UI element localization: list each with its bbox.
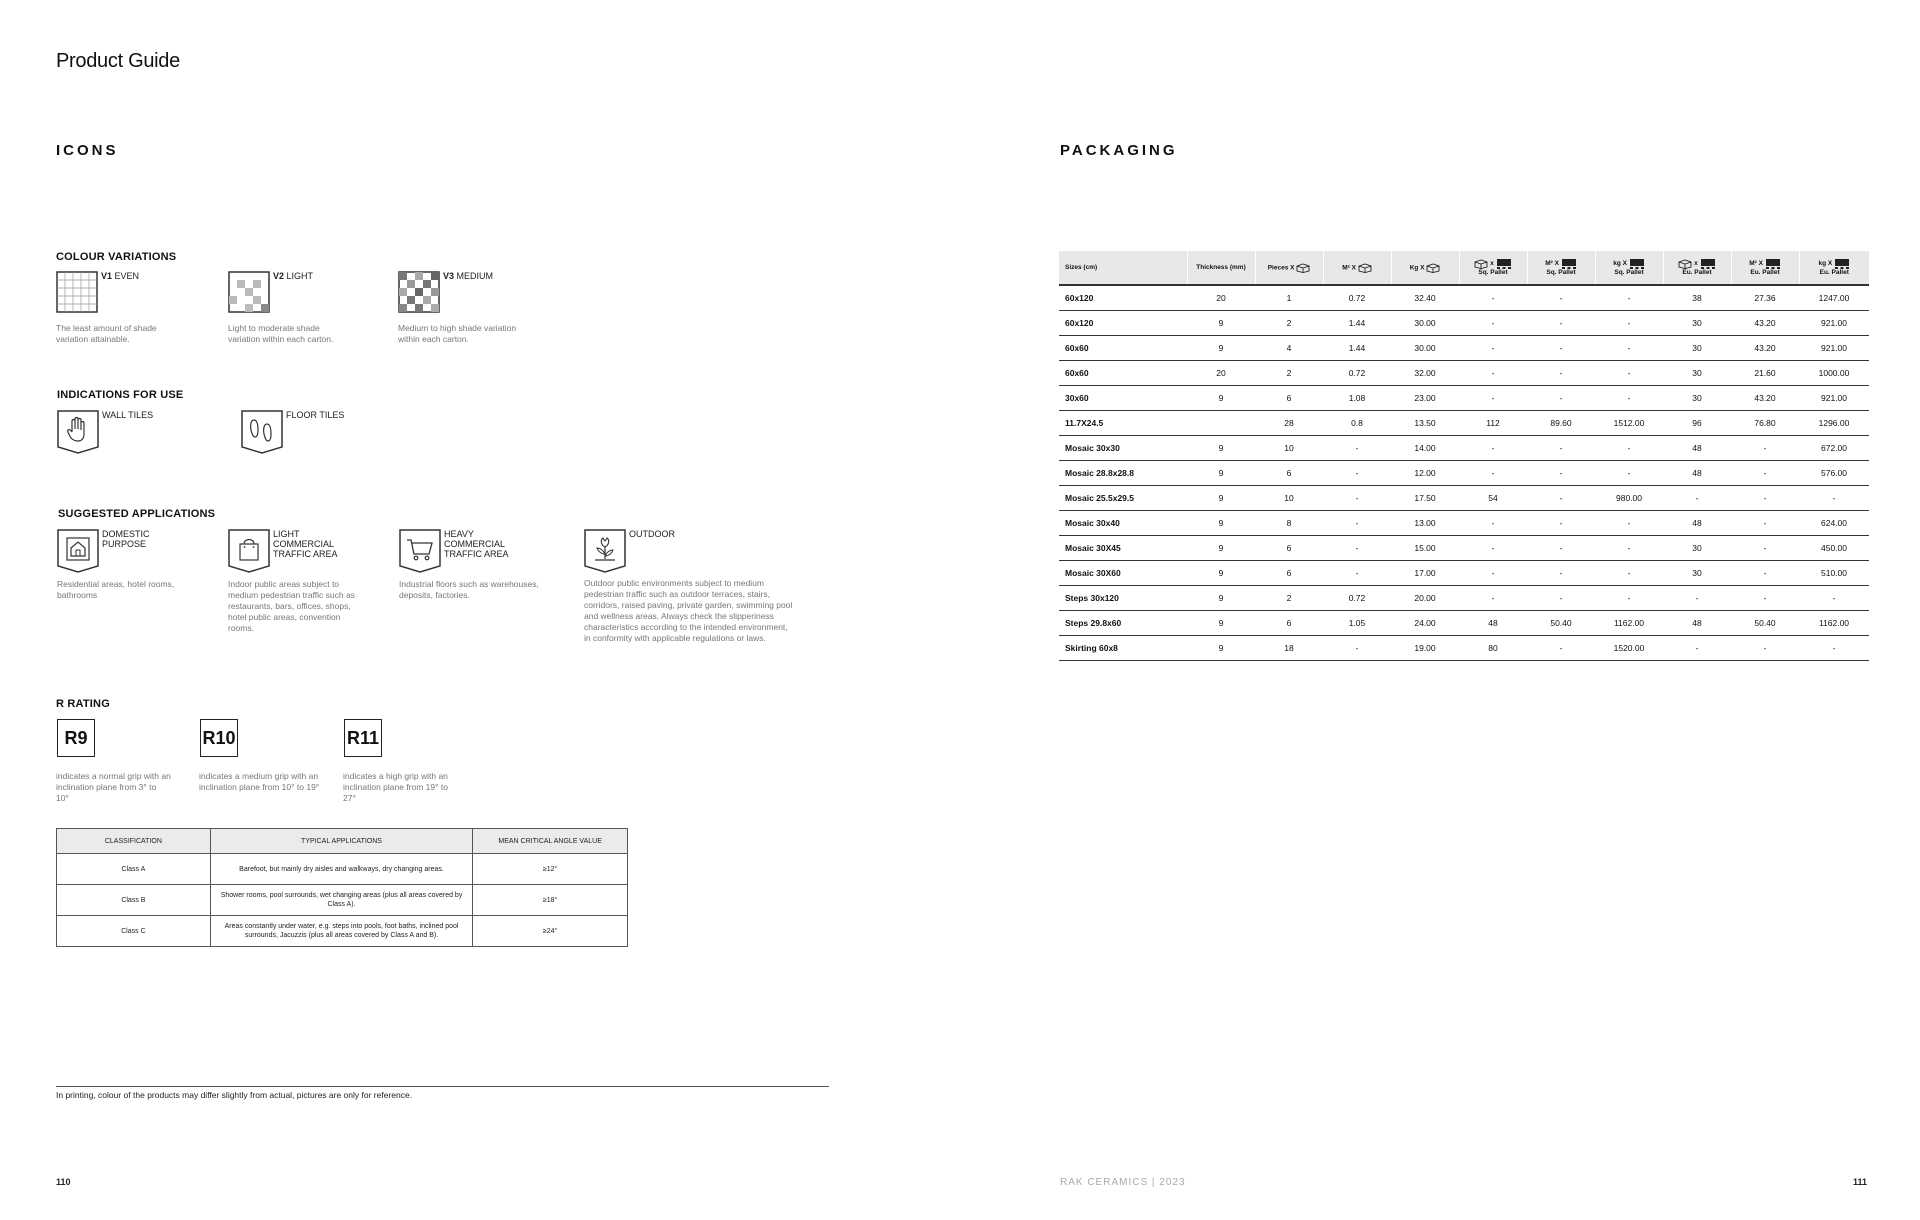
wall-tiles-label: WALL TILES xyxy=(102,410,154,420)
table-row xyxy=(1059,486,1869,511)
m2-cell: 0.72 xyxy=(1323,586,1391,611)
eu-m2-cell: 43.20 xyxy=(1731,336,1799,361)
r9-description: indicates a normal grip with an inclination plane from 3° to 10° xyxy=(56,771,171,803)
indications-title: INDICATIONS FOR USE xyxy=(57,389,184,401)
eu-boxes-cell: 96 xyxy=(1663,411,1731,436)
v3-description: Medium to high shade variation within each carton. xyxy=(398,323,517,344)
sq-kg-cell: - xyxy=(1595,461,1663,486)
eu-boxes-cell: 30 xyxy=(1663,386,1731,411)
thickness-cell: 20 xyxy=(1187,361,1255,386)
pallet-icon xyxy=(1496,258,1512,269)
sq-kg-cell: 1512.00 xyxy=(1595,411,1663,436)
sq-m2-cell: - xyxy=(1527,461,1595,486)
thickness-cell: 9 xyxy=(1187,611,1255,636)
domestic-label-1: DOMESTIC xyxy=(102,529,150,539)
thickness-cell: 9 xyxy=(1187,311,1255,336)
footprints-icon xyxy=(241,410,283,454)
light-commercial-label-1: LIGHT xyxy=(273,529,300,539)
eu-m2-cell: - xyxy=(1731,536,1799,561)
size-cell: 60x60 xyxy=(1059,361,1187,386)
sq-m2-cell: 50.40 xyxy=(1527,611,1595,636)
sq-kg-cell: - xyxy=(1595,386,1663,411)
kg-per-sq-pallet-header xyxy=(1595,251,1663,285)
eu-boxes-cell: - xyxy=(1663,486,1731,511)
sq-m2-cell: 89.60 xyxy=(1527,411,1595,436)
m2-cell: - xyxy=(1323,436,1391,461)
grid-light-icon xyxy=(228,271,270,313)
eu-kg-cell: 1000.00 xyxy=(1799,361,1869,386)
m2-cell: - xyxy=(1323,511,1391,536)
domestic-description: Residential areas, hotel rooms, bathrooms xyxy=(57,579,175,600)
sizes-header: Sizes (cm) xyxy=(1059,251,1187,285)
heavy-commercial-label-1: HEAVY xyxy=(444,529,474,539)
v3-name: MEDIUM xyxy=(456,271,494,281)
size-cell: 30x60 xyxy=(1059,386,1187,411)
pieces-cell: 28 xyxy=(1255,411,1323,436)
r9-badge: R9 xyxy=(57,719,95,757)
kg-cell: 30.00 xyxy=(1391,311,1459,336)
kg-cell: 32.00 xyxy=(1391,361,1459,386)
table-row xyxy=(57,885,628,916)
sq-boxes-cell: - xyxy=(1459,285,1527,311)
size-cell: Skirting 60x8 xyxy=(1059,636,1187,661)
sq-boxes-cell: - xyxy=(1459,361,1527,386)
m2-cell: - xyxy=(1323,461,1391,486)
brand-footer: RAK CERAMICS | 2023 xyxy=(1060,1177,1186,1188)
sq-kg-cell: 1162.00 xyxy=(1595,611,1663,636)
m2-cell: 0.72 xyxy=(1323,285,1391,311)
light-commercial-label-2: COMMERCIAL xyxy=(273,539,335,549)
eu-kg-cell: 1247.00 xyxy=(1799,285,1869,311)
class-cell: Class A xyxy=(57,854,211,885)
thickness-cell: 9 xyxy=(1187,561,1255,586)
grid-even-icon xyxy=(56,271,98,313)
size-cell: 60x60 xyxy=(1059,336,1187,361)
table-row xyxy=(1059,386,1869,411)
r11-description: indicates a high grip with an inclination plane from 19° to 27° xyxy=(343,771,448,803)
eu-kg-cell: 672.00 xyxy=(1799,436,1869,461)
m2-cell: 1.08 xyxy=(1323,386,1391,411)
pieces-cell: 4 xyxy=(1255,336,1323,361)
r-rating-r10 xyxy=(199,719,320,792)
m2-cell: - xyxy=(1323,486,1391,511)
kg-cell: 19.00 xyxy=(1391,636,1459,661)
eu-boxes-cell: 48 xyxy=(1663,611,1731,636)
eu-m2-cell: - xyxy=(1731,636,1799,661)
eu-kg-cell: 450.00 xyxy=(1799,536,1869,561)
box-outline-icon xyxy=(1474,259,1488,269)
page-number-left: 110 xyxy=(56,1177,71,1187)
shopping-bag-icon xyxy=(228,529,270,573)
r11-badge: R11 xyxy=(344,719,382,757)
pieces-cell: 2 xyxy=(1255,311,1323,336)
pieces-cell: 10 xyxy=(1255,436,1323,461)
eu-m2-cell: - xyxy=(1731,436,1799,461)
kg-per-eu-pallet-header xyxy=(1799,251,1869,285)
domestic-label-2: PURPOSE xyxy=(102,539,147,549)
v2-code: V2 xyxy=(273,271,285,281)
pieces-cell: 18 xyxy=(1255,636,1323,661)
pieces-cell: 8 xyxy=(1255,511,1323,536)
colour-variations-title: COLOUR VARIATIONS xyxy=(56,251,177,263)
sq-m2-cell: - xyxy=(1527,561,1595,586)
pallet-icon xyxy=(1629,258,1645,269)
sq-boxes-cell: - xyxy=(1459,511,1527,536)
classification-table xyxy=(56,828,628,947)
sq-boxes-cell: - xyxy=(1459,536,1527,561)
boxes-per-eu-pallet-header: x Eu. Pallet xyxy=(1663,251,1731,285)
box-outline-icon xyxy=(1678,259,1692,269)
thickness-cell: 9 xyxy=(1187,336,1255,361)
kg-cell: 32.40 xyxy=(1391,285,1459,311)
eu-boxes-cell: 30 xyxy=(1663,311,1731,336)
sq-kg-cell: 1520.00 xyxy=(1595,636,1663,661)
pieces-cell: 6 xyxy=(1255,561,1323,586)
eu-kg-cell: 921.00 xyxy=(1799,386,1869,411)
kg-cell: 17.00 xyxy=(1391,561,1459,586)
table-row xyxy=(1059,636,1869,661)
sq-boxes-cell: 80 xyxy=(1459,636,1527,661)
m2-per-eu-pallet-header xyxy=(1731,251,1799,285)
boxes-per-sq-pallet-header: x Sq. Pallet xyxy=(1459,251,1527,285)
box-outline-icon xyxy=(1426,263,1440,273)
thickness-cell xyxy=(1187,411,1255,436)
r-rating-title: R RATING xyxy=(56,698,110,710)
applications-title: SUGGESTED APPLICATIONS xyxy=(58,508,216,520)
thickness-cell: 9 xyxy=(1187,536,1255,561)
box-outline-icon xyxy=(1358,263,1372,273)
sq-pallet-label: Sq. Pallet xyxy=(1614,269,1644,276)
eu-kg-cell: 1162.00 xyxy=(1799,611,1869,636)
table-row xyxy=(57,916,628,947)
eu-boxes-cell: 48 xyxy=(1663,511,1731,536)
table-row xyxy=(1059,461,1869,486)
eu-m2-cell: - xyxy=(1731,486,1799,511)
eu-m2-cell: - xyxy=(1731,586,1799,611)
eu-kg-cell: - xyxy=(1799,586,1869,611)
icons-section-title: ICONS xyxy=(56,142,119,159)
table-row xyxy=(1059,411,1869,436)
m2-cell: - xyxy=(1323,561,1391,586)
pieces-cell: 6 xyxy=(1255,386,1323,411)
floor-tiles-label: FLOOR TILES xyxy=(286,410,345,420)
table-row xyxy=(1059,285,1869,311)
sq-kg-cell: 980.00 xyxy=(1595,486,1663,511)
m2-prefix: M² X xyxy=(1545,260,1559,268)
kg-prefix: kg X xyxy=(1613,260,1627,268)
m2-cell: 1.05 xyxy=(1323,611,1391,636)
thickness-cell: 9 xyxy=(1187,511,1255,536)
table-row xyxy=(1059,561,1869,586)
sq-m2-cell: - xyxy=(1527,361,1595,386)
table-row xyxy=(57,854,628,885)
angle-cell: ≥24° xyxy=(473,916,628,947)
sq-kg-cell: - xyxy=(1595,311,1663,336)
packaging-table xyxy=(1059,251,1869,661)
eu-m2-cell: 76.80 xyxy=(1731,411,1799,436)
heavy-commercial-label-3: TRAFFIC AREA xyxy=(444,549,509,559)
pieces-cell: 1 xyxy=(1255,285,1323,311)
eu-m2-cell: 21.60 xyxy=(1731,361,1799,386)
page-number-right: 111 xyxy=(1853,1177,1868,1187)
classification-header-row xyxy=(57,829,628,854)
sq-kg-cell: - xyxy=(1595,336,1663,361)
eu-boxes-cell: - xyxy=(1663,586,1731,611)
heavy-commercial-label-2: COMMERCIAL xyxy=(444,539,506,549)
sq-boxes-cell: - xyxy=(1459,386,1527,411)
sq-pallet-label: Sq. Pallet xyxy=(1546,269,1576,276)
thickness-cell: 20 xyxy=(1187,285,1255,311)
box-outline-icon xyxy=(1296,263,1310,273)
sq-m2-cell: - xyxy=(1527,636,1595,661)
size-cell: 60x120 xyxy=(1059,311,1187,336)
grid-medium-icon xyxy=(398,271,440,313)
applications-cell: Areas constantly under water, e.g. steps into pools, foot baths, inclined pool surrounds, Jacuzzis (plus all areas covered by Class A and B). xyxy=(210,916,473,947)
size-cell: Mosaic 25.5x29.5 xyxy=(1059,486,1187,511)
eu-pallet-label: Eu. Pallet xyxy=(1682,269,1712,276)
sq-m2-cell: - xyxy=(1527,311,1595,336)
thickness-cell: 9 xyxy=(1187,386,1255,411)
m2-cell: 0.72 xyxy=(1323,361,1391,386)
sq-kg-cell: - xyxy=(1595,436,1663,461)
sq-m2-cell: - xyxy=(1527,336,1595,361)
angle-cell: ≥18° xyxy=(473,885,628,916)
kg-cell: 17.50 xyxy=(1391,486,1459,511)
eu-boxes-cell: 30 xyxy=(1663,561,1731,586)
size-cell: Mosaic 28.8x28.8 xyxy=(1059,461,1187,486)
light-commercial-description: Indoor public areas subject to medium pedestrian traffic such as restaurants, bars, offices, shops, hotel public areas, convention rooms. xyxy=(228,579,355,633)
v2-name: LIGHT xyxy=(286,271,314,281)
eu-boxes-cell: 30 xyxy=(1663,361,1731,386)
outdoor-description: Outdoor public environments subject to medium pedestrian traffic such as outdoor terraces, stairs, corridors, raised paving, private garden, swimming pool and wellness areas. Always check the slipperiness characteristics according to the intended environment, in conformity with applicable regulations or laws. xyxy=(584,578,793,643)
house-icon xyxy=(57,529,99,573)
class-cell: Class C xyxy=(57,916,211,947)
kg-cell: 24.00 xyxy=(1391,611,1459,636)
kg-cell: 23.00 xyxy=(1391,386,1459,411)
eu-boxes-cell: 30 xyxy=(1663,536,1731,561)
v2-description: Light to moderate shade variation within each carton. xyxy=(228,323,334,344)
eu-m2-cell: 43.20 xyxy=(1731,311,1799,336)
pieces-cell: 2 xyxy=(1255,586,1323,611)
eu-boxes-cell: 48 xyxy=(1663,436,1731,461)
page-title: Product Guide xyxy=(56,50,180,72)
eu-m2-cell: 27.36 xyxy=(1731,285,1799,311)
size-cell: Mosaic 30X60 xyxy=(1059,561,1187,586)
size-cell: Mosaic 30X45 xyxy=(1059,536,1187,561)
kg-cell: 14.00 xyxy=(1391,436,1459,461)
thickness-cell: 9 xyxy=(1187,486,1255,511)
table-row xyxy=(1059,336,1869,361)
thickness-cell: 9 xyxy=(1187,636,1255,661)
heavy-commercial-description: Industrial floors such as warehouses, deposits, factories. xyxy=(399,579,539,600)
applications-cell: Barefoot, but mainly dry aisles and walkways, dry changing areas. xyxy=(210,854,473,885)
packaging-section-title: PACKAGING xyxy=(1060,142,1178,159)
v1-description: The least amount of shade variation attainable. xyxy=(56,323,157,344)
kg-cell: 20.00 xyxy=(1391,586,1459,611)
packaging-table-body xyxy=(1059,285,1869,661)
eu-kg-cell: 921.00 xyxy=(1799,336,1869,361)
m2-cell: - xyxy=(1323,636,1391,661)
class-cell: Class B xyxy=(57,885,211,916)
eu-m2-cell: 43.20 xyxy=(1731,386,1799,411)
eu-kg-cell: 921.00 xyxy=(1799,311,1869,336)
table-row xyxy=(1059,536,1869,561)
thickness-header: Thickness (mm) xyxy=(1187,251,1255,285)
eu-m2-cell: - xyxy=(1731,561,1799,586)
eu-kg-cell: 624.00 xyxy=(1799,511,1869,536)
flower-icon xyxy=(584,529,626,573)
r-rating-r11 xyxy=(343,719,448,803)
sq-boxes-cell: - xyxy=(1459,561,1527,586)
sq-boxes-cell: 112 xyxy=(1459,411,1527,436)
sq-m2-cell: - xyxy=(1527,536,1595,561)
sq-m2-cell: - xyxy=(1527,436,1595,461)
eu-pallet-label: Eu. Pallet xyxy=(1819,269,1849,276)
m2-cell: 1.44 xyxy=(1323,311,1391,336)
kg-per-box-header xyxy=(1391,251,1459,285)
eu-kg-cell: 510.00 xyxy=(1799,561,1869,586)
r-rating-r9 xyxy=(56,719,171,803)
sq-kg-cell: - xyxy=(1595,586,1663,611)
sq-boxes-cell: - xyxy=(1459,311,1527,336)
v1-name: EVEN xyxy=(114,271,140,281)
pieces-cell: 2 xyxy=(1255,361,1323,386)
size-cell: Mosaic 30x30 xyxy=(1059,436,1187,461)
sq-m2-cell: - xyxy=(1527,586,1595,611)
m2-cell: 1.44 xyxy=(1323,336,1391,361)
typical-applications-header: TYPICAL APPLICATIONS xyxy=(210,829,473,854)
m2-prefix: M² X xyxy=(1749,260,1763,268)
kg-cell: 13.00 xyxy=(1391,511,1459,536)
pieces-cell: 6 xyxy=(1255,536,1323,561)
pallet-icon xyxy=(1834,258,1850,269)
eu-boxes-cell: 48 xyxy=(1663,461,1731,486)
pieces-cell: 6 xyxy=(1255,461,1323,486)
sq-m2-cell: - xyxy=(1527,285,1595,311)
v1-code: V1 xyxy=(101,271,113,281)
eu-kg-cell: - xyxy=(1799,636,1869,661)
sq-kg-cell: - xyxy=(1595,561,1663,586)
shopping-cart-icon xyxy=(399,529,441,573)
size-cell: Steps 29.8x60 xyxy=(1059,611,1187,636)
kg-header-label: Kg X xyxy=(1409,264,1425,272)
pallet-icon xyxy=(1700,258,1716,269)
table-row xyxy=(1059,311,1869,336)
m2-cell: - xyxy=(1323,536,1391,561)
sq-m2-cell: - xyxy=(1527,486,1595,511)
mean-angle-header: MEAN CRITICAL ANGLE VALUE xyxy=(473,829,628,854)
sq-kg-cell: - xyxy=(1595,511,1663,536)
m2-cell: 0.8 xyxy=(1323,411,1391,436)
pieces-per-box-header xyxy=(1255,251,1323,285)
table-row xyxy=(1059,586,1869,611)
kg-cell: 15.00 xyxy=(1391,536,1459,561)
applications-cell: Shower rooms, pool surrounds, wet changing areas (plus all areas covered by Class A). xyxy=(210,885,473,916)
kg-prefix: kg X xyxy=(1818,260,1833,268)
r10-description: indicates a medium grip with an inclination plane from 10° to 19° xyxy=(199,771,320,792)
sq-m2-cell: - xyxy=(1527,511,1595,536)
size-cell: Steps 30x120 xyxy=(1059,586,1187,611)
eu-boxes-cell: 38 xyxy=(1663,285,1731,311)
packaging-header-row xyxy=(1059,251,1869,285)
sq-m2-cell: - xyxy=(1527,386,1595,411)
eu-kg-cell: 1296.00 xyxy=(1799,411,1869,436)
m2-per-box-header xyxy=(1323,251,1391,285)
table-row xyxy=(1059,611,1869,636)
table-row xyxy=(1059,511,1869,536)
kg-cell: 12.00 xyxy=(1391,461,1459,486)
sq-kg-cell: - xyxy=(1595,361,1663,386)
kg-cell: 13.50 xyxy=(1391,411,1459,436)
r10-badge: R10 xyxy=(200,719,238,757)
m2-per-sq-pallet-header xyxy=(1527,251,1595,285)
thickness-cell: 9 xyxy=(1187,461,1255,486)
eu-boxes-cell: - xyxy=(1663,636,1731,661)
pallet-icon xyxy=(1765,258,1781,269)
eu-m2-cell: - xyxy=(1731,511,1799,536)
sq-kg-cell: - xyxy=(1595,285,1663,311)
eu-m2-cell: 50.40 xyxy=(1731,611,1799,636)
table-row xyxy=(1059,361,1869,386)
light-commercial-label-3: TRAFFIC AREA xyxy=(273,549,338,559)
sq-boxes-cell: - xyxy=(1459,436,1527,461)
sq-boxes-cell: - xyxy=(1459,336,1527,361)
table-row xyxy=(1059,436,1869,461)
v3-code: V3 xyxy=(443,271,455,281)
sq-kg-cell: - xyxy=(1595,536,1663,561)
sq-pallet-label: Sq. Pallet xyxy=(1478,269,1508,276)
classification-header: CLASSIFICATION xyxy=(57,829,211,854)
size-cell: 11.7X24.5 xyxy=(1059,411,1187,436)
angle-cell: ≥12° xyxy=(473,854,628,885)
size-cell: 60x120 xyxy=(1059,285,1187,311)
sq-boxes-cell: - xyxy=(1459,461,1527,486)
eu-pallet-label: Eu. Pallet xyxy=(1750,269,1780,276)
pieces-cell: 6 xyxy=(1255,611,1323,636)
sq-boxes-cell: - xyxy=(1459,586,1527,611)
outdoor-label: OUTDOOR xyxy=(629,529,675,539)
eu-kg-cell: - xyxy=(1799,486,1869,511)
sq-boxes-cell: 48 xyxy=(1459,611,1527,636)
eu-m2-cell: - xyxy=(1731,461,1799,486)
pallet-icon xyxy=(1561,258,1577,269)
footnote: In printing, colour of the products may differ slightly from actual, pictures are only for reference. xyxy=(56,1090,413,1100)
m2-header-label: M² X xyxy=(1342,264,1356,272)
kg-cell: 30.00 xyxy=(1391,336,1459,361)
pieces-header-label: Pieces X xyxy=(1267,264,1295,272)
hand-icon xyxy=(57,410,99,454)
pieces-cell: 10 xyxy=(1255,486,1323,511)
thickness-cell: 9 xyxy=(1187,586,1255,611)
eu-boxes-cell: 30 xyxy=(1663,336,1731,361)
footnote-divider xyxy=(56,1086,829,1087)
size-cell: Mosaic 30x40 xyxy=(1059,511,1187,536)
eu-kg-cell: 576.00 xyxy=(1799,461,1869,486)
thickness-cell: 9 xyxy=(1187,436,1255,461)
sq-boxes-cell: 54 xyxy=(1459,486,1527,511)
